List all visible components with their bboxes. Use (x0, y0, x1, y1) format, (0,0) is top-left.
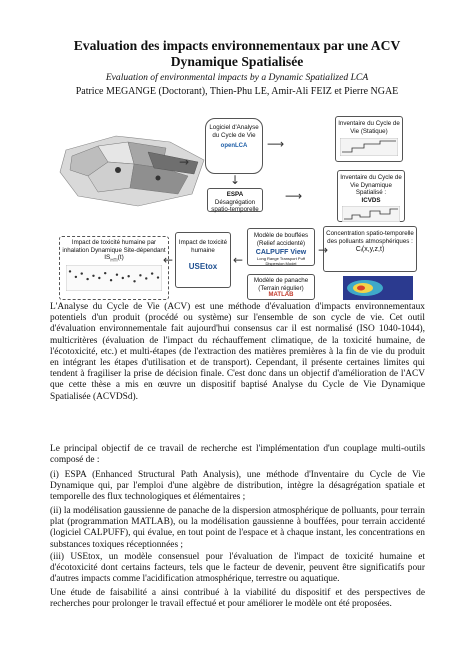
chart-point (69, 270, 71, 272)
chart-point (98, 277, 100, 279)
calpuff-logo: CALPUFF View (255, 249, 307, 256)
concentration-box (323, 226, 417, 272)
map-image (58, 132, 208, 208)
lci-static-box (335, 116, 403, 162)
arrow-puff-to-impact: ← (233, 253, 244, 267)
chart-point (151, 272, 153, 274)
calpuff-tagline: Long Range Transport Puff Dispersion Model (257, 256, 305, 266)
openlca-logo: openLCA (220, 143, 248, 149)
chart-point (110, 279, 112, 281)
title-line-1: Evaluation des impacts environnementaux par une ACV (73, 38, 401, 53)
impact-toxicity-label: Impact de toxicité humaine (178, 239, 228, 254)
chart-point (127, 275, 129, 277)
concentration-plot (343, 276, 413, 300)
arrow-puff-to-conc: → (318, 243, 329, 257)
lca-software-label: Logiciel d'Analyse du Cycle de Vie (209, 124, 259, 139)
paragraph-espa: (i) ESPA (Enhanced Structural Path Analysis), une méthode d'Inventaire du Cycle de Vie Dynamique qui, par l'emploi d'une algèbre de distribution, intègre la désagrégation spatiale et temporelle des flux technologiques et élémentaires ; (50, 470, 425, 503)
lca-software-box (205, 118, 263, 174)
plume-model-label: Modèle de panache (Terrain régulier) (253, 277, 309, 292)
toxicity-chart-plot (66, 265, 162, 291)
concentration-formula: Cᵢ(x,y,z,t) (355, 246, 385, 253)
matlab-logo: MATLAB (268, 292, 294, 298)
lci-dynamic-code: ICVDS (361, 196, 381, 204)
arrow-lca-to-lci: ⟶ (267, 137, 285, 151)
title-line-2: Dynamique Spatialisée (170, 54, 304, 69)
lci-dynamic-graph (342, 206, 400, 222)
arrow-lca-to-espa: ↓ (230, 173, 241, 187)
espa-label: ESPA (226, 191, 244, 198)
plume-model-box (247, 274, 315, 300)
figure-diagram (55, 104, 420, 300)
lci-dynamic-label: Inventaire du Cycle de Vie Dynamique Spatialisé : (340, 174, 402, 196)
paragraph-conclusion: Une étude de faisabilité a ainsi contribué à la viabilité du dispositif et des perspectives de recherches pour prolonger le travail effectué et pour améliorer le modèle ont été proposées. (50, 588, 425, 610)
chart-point (116, 273, 118, 275)
arrow-impact-to-chart: ← (163, 253, 174, 267)
paragraph-usetox: (iii) USEtox, un modèle consensuel pour l'évaluation de l'impact de toxicité humaine et d'écotoxicité dont certains facteurs, tels que le facteur de devenir, peuvent être significatifs pour d'autres impacts comme l'acidification atmosphérique, terrestre ou aquatique. (50, 552, 425, 585)
espa-sub-label: Désagrégation spatio-temporelle (211, 198, 259, 213)
paragraph-objective: Le principal objectif de ce travail de recherche est l'implémentation d'un couplage multi-outils composé de : (50, 444, 425, 466)
lci-static-graph (340, 138, 398, 156)
subtitle: Evaluation of environmental impacts by a Dynamic Spatialized LCA (105, 72, 369, 83)
chart-point (81, 272, 83, 274)
arrow-map-to-lca: → (179, 155, 190, 169)
puff-model-label: Modèle de bouffées (Relief accidenté) (253, 232, 309, 247)
toxicity-chart-title: Impact de toxicité humaine par inhalation Dynamique Site-dépendant (62, 239, 166, 254)
arrow-espa-to-lcidyn: ⟶ (285, 189, 303, 203)
chart-point (122, 277, 124, 279)
puff-model-box (247, 228, 315, 266)
toxicity-chart-box (59, 236, 169, 300)
toxicity-chart-formula: $IS_{HTI}(t)$ (104, 254, 124, 263)
chart-point (145, 277, 147, 279)
concentration-label: Concentration spatio-temporelle des polluants atmosphériques : (326, 230, 414, 245)
authors: Patrice MEGANGE (Doctorant), Thien-Phu LE, Amir-Ali FEIZ et Pierre NGAE (75, 86, 399, 97)
chart-point (139, 274, 141, 276)
paragraph-modelling: (ii) la modélisation gaussienne de panache de la dispersion atmosphérique de polluants, pour terrain plat (programmation MATLAB), ou la modélisation gaussienne à bouffées, pour terrain accidenté (logiciel CALPUFF), qui évalue, en tout point de l'espace et à chaque instant, les concentrations en substances toxiques réceptionnées ; (50, 506, 425, 550)
impact-toxicity-box (175, 232, 231, 288)
chart-point (86, 278, 88, 280)
espa-box (207, 188, 263, 212)
chart-point (75, 275, 77, 277)
lci-static-label: Inventaire du Cycle de Vie (Statique) (338, 120, 400, 135)
lci-dynamic-box (337, 170, 405, 222)
usetox-logo: USEtox (188, 262, 218, 271)
chart-point (157, 276, 159, 278)
chart-point (133, 280, 135, 282)
chart-point (92, 274, 94, 276)
chart-point (104, 272, 106, 274)
paragraph-intro: L'Analyse du Cycle de Vie (ACV) est une méthode d'évaluation d'impacts environnementaux potentiels d'un produit (procédé ou système) sur l'ensemble de son cycle de vie. Cet outil d'évaluation environnementale fait aujourd'hui consensus car il est normalisé (ISO 1040-1044), multicritères (évaluation de l'impact du réchauffement climatique, de la toxicité humaine, de l'écotoxicité, etc.) et multi-étapes (de l'extraction des matières premières à la fin de vie du produit en intégrant les étapes d'utilisation et de transport). Cependant, il présente certaines limites qui tendent à fragiliser la prise de décision finale. C'est donc dans un objectif d'amélioration de l'ACV que cette thèse a mis en œuvre un dispositif baptisé Analyse du Cycle de Vie Dynamique Spatialisée (ACVDSd). (50, 302, 425, 402)
